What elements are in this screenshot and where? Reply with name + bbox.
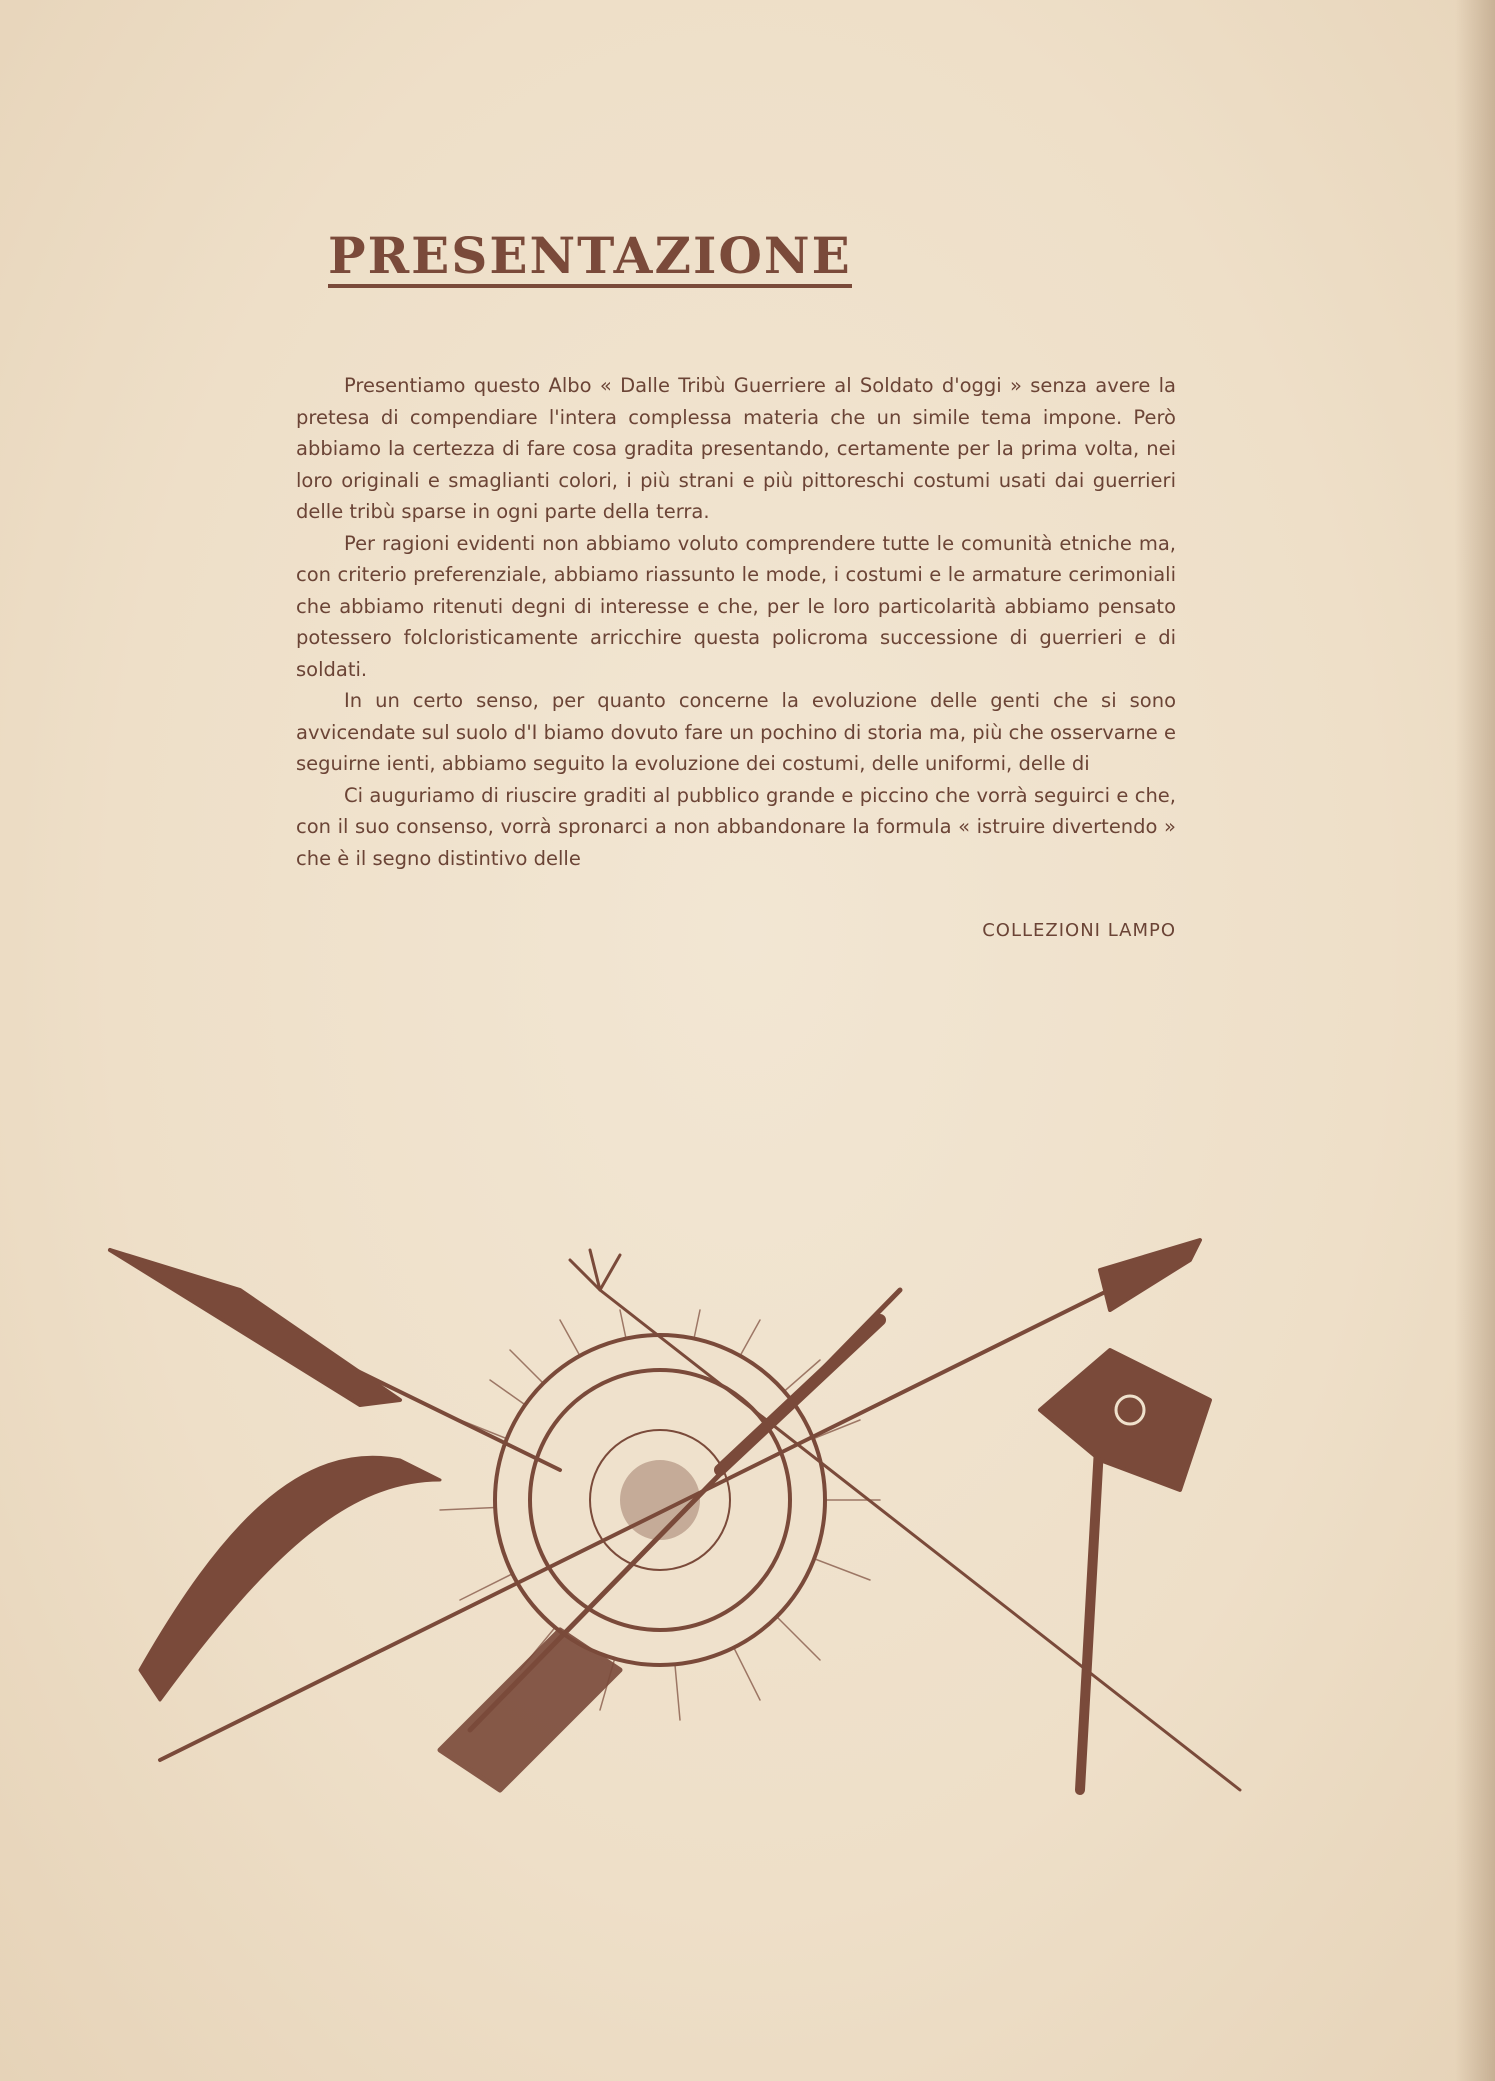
paragraph-4: Ci auguriamo di riuscire graditi al pubblico grande e piccino che vorrà seguirci e che, con il suo consenso, vorrà spronarci a non abbandonare la formula « istruire divertendo » che è il segno distintivo delle <box>296 783 1176 870</box>
body-text <box>296 370 1176 874</box>
signature: COLLEZIONI LAMPO <box>982 920 1176 941</box>
tomahawk <box>1040 1350 1210 1790</box>
spear-left <box>110 1250 560 1470</box>
weapons-emblem-illustration <box>100 1230 1360 1810</box>
page-title: PRESENTAZIONE <box>328 228 852 288</box>
page-spine-shadow <box>1455 0 1495 2081</box>
paragraph-1: Presentiamo questo Albo « Dalle Tribù Guerriere al Soldato d'oggi » senza avere la pretesa di compendiare l'intera complessa materia che un simile tema impone. Però abbiamo la certezza di fare cosa gradita presentando, certamente per la prima volta, nei loro originali e smaglianti colori, i più strani e più pittoreschi costumi usati dai guerrieri delle tribù sparse in ogni parte della terra. <box>296 374 1176 523</box>
shield <box>495 1335 825 1665</box>
boomerang <box>140 1457 440 1700</box>
paragraph-2: Per ragioni evidenti non abbiamo voluto comprendere tutte le comunità etniche ma, con criterio preferenziale, abbiamo riassunto le mode, i costumi e le armature cerimoniali che abbiamo ritenuti degni di interesse e che, per le loro particolarità abbiamo pensato potessero folcloristicamente arricchire questa policroma successione di guerrieri e di soldati. <box>296 531 1176 681</box>
paragraph-3: In un certo senso, per quanto concerne la evoluzione delle genti che si sono avvicendate sul suolo d'I biamo dovuto fare un pochino di storia ma, più che osservarne e seguirne ienti, abbiamo seguito la evoluzione dei costumi, delle uniformi, delle di <box>296 689 1176 775</box>
